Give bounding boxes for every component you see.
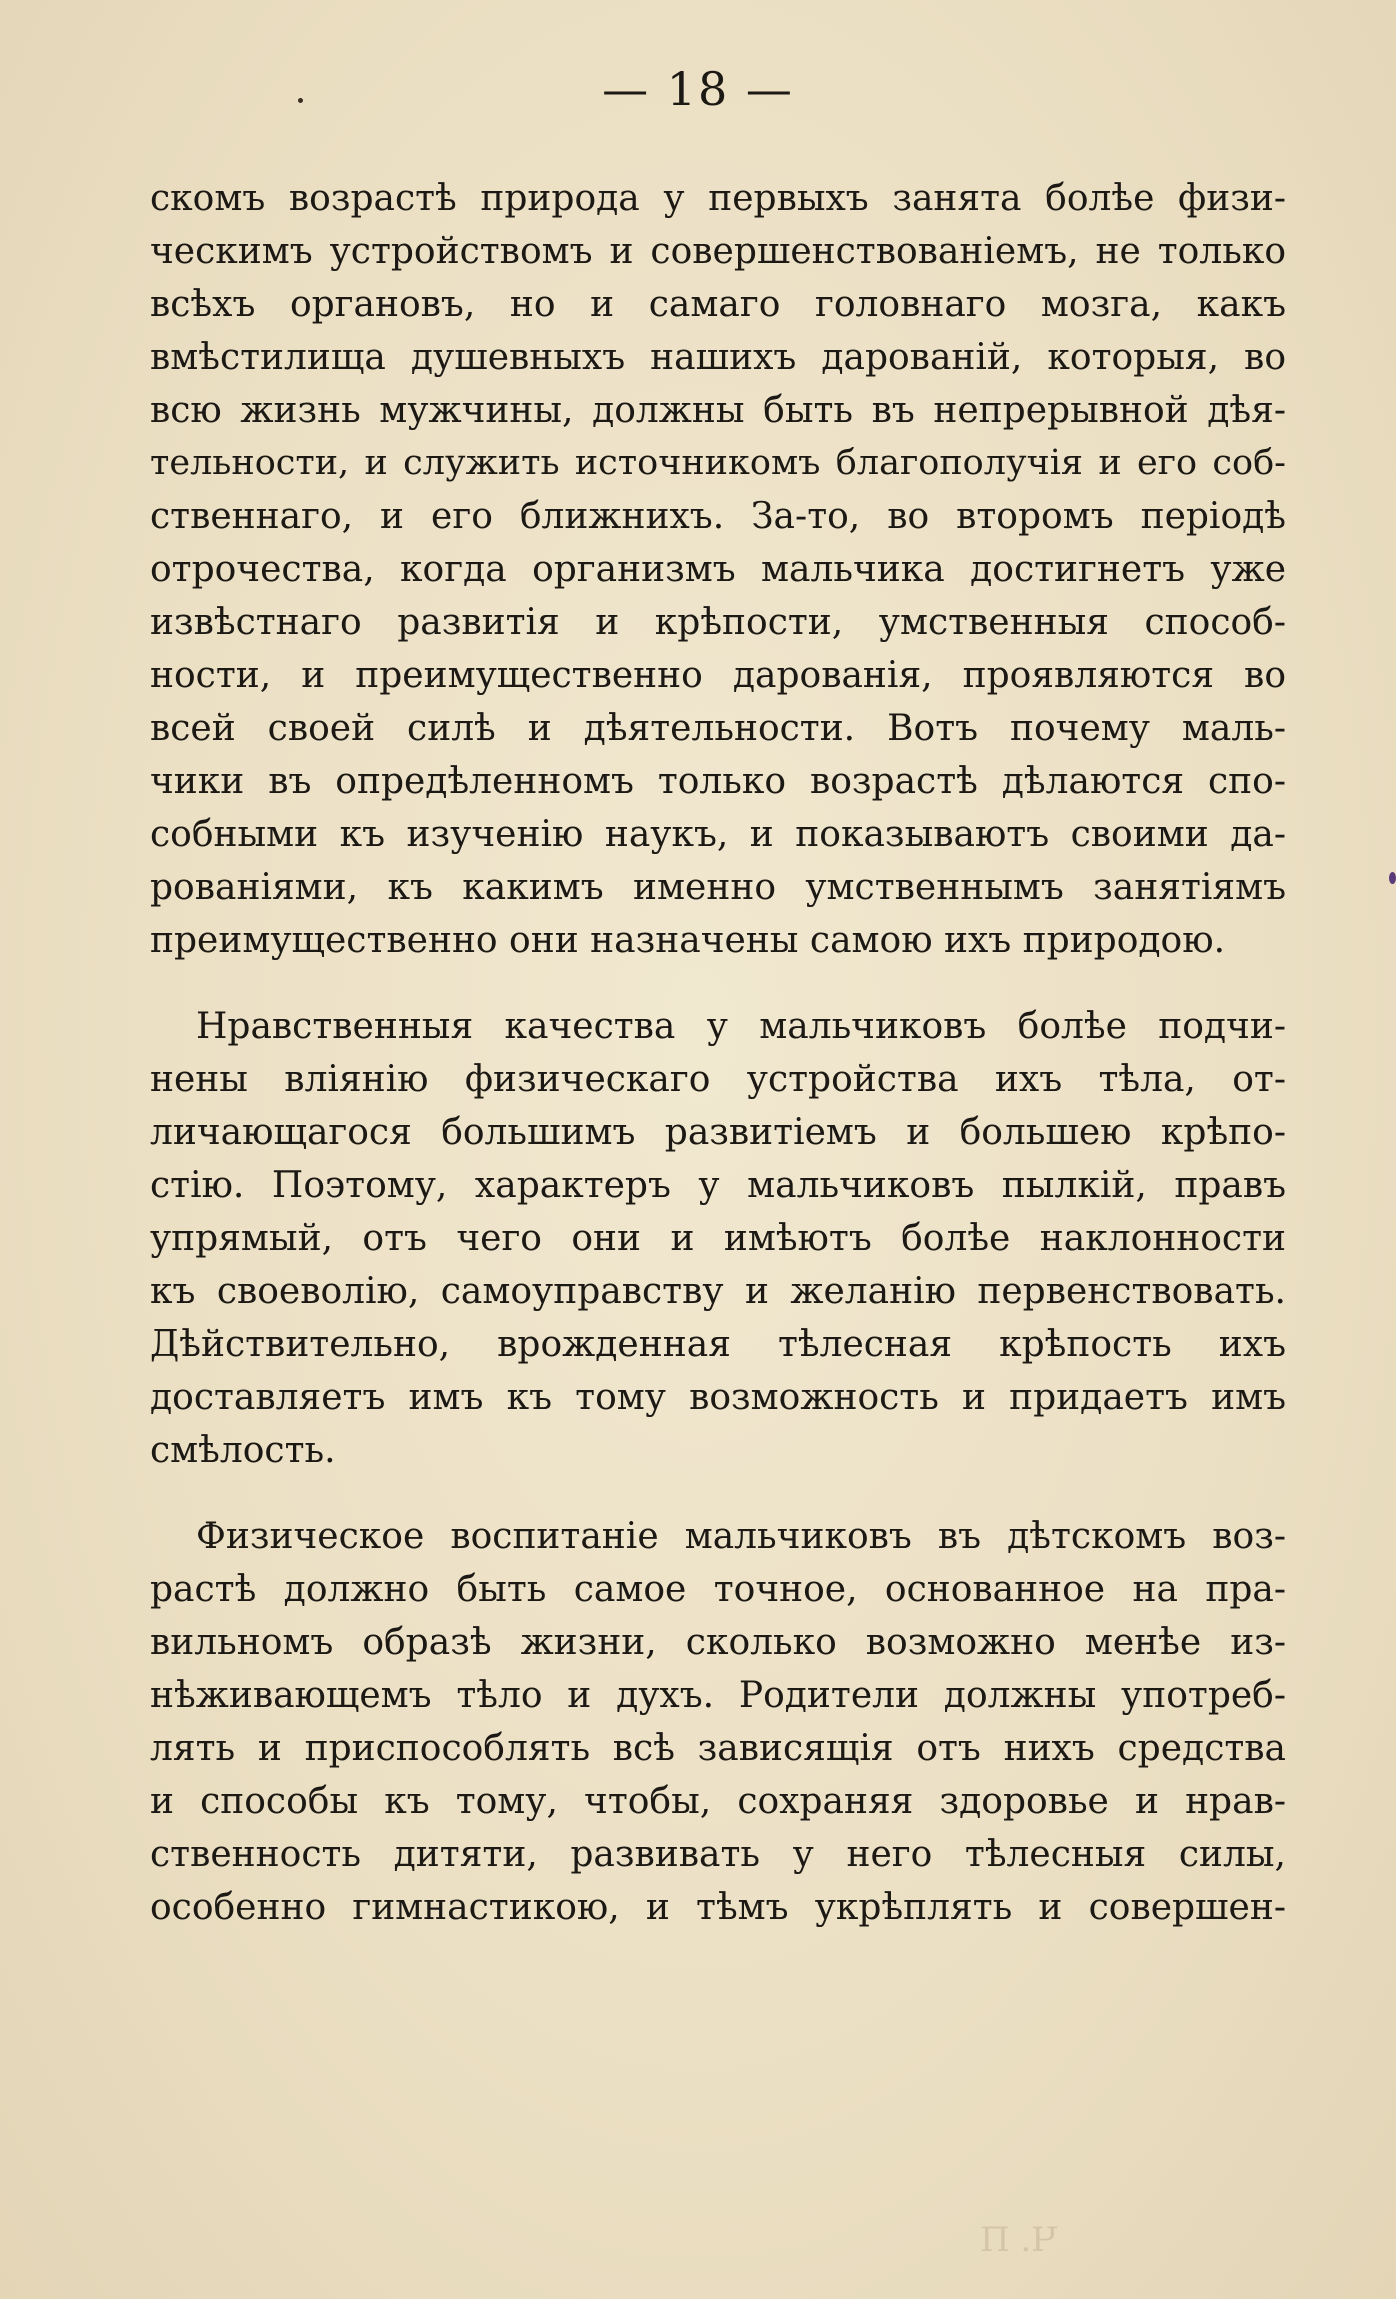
- text-line: ческимъ устройствомъ и совершенствованіемъ, не только: [150, 231, 1286, 272]
- text-line: Дѣйствительно, врожденная тѣлесная крѣпость ихъ: [150, 1324, 1286, 1365]
- paragraph-2: [150, 1000, 1286, 1477]
- bleed-through-mark: Ч. П: [980, 2220, 1058, 2260]
- text-line: Нравственныя качества у мальчиковъ болѣе подчи-: [196, 1006, 1286, 1047]
- text-line: ности, и преимущественно дарованія, проявляются во: [150, 655, 1286, 696]
- text-line: скомъ возрастѣ природа у первыхъ занята болѣе физи-: [150, 178, 1286, 219]
- text-line: всѣхъ органовъ, но и самаго головнаго мозга, какъ: [150, 284, 1286, 325]
- text-line: вмѣстилища душевныхъ нашихъ дарованій, которыя, во: [150, 337, 1286, 378]
- text-line: ственность дитяти, развивать у него тѣлесныя силы,: [150, 1834, 1286, 1875]
- text-line: рованіями, къ какимъ именно умственнымъ занятіямъ: [150, 867, 1286, 908]
- text-line: къ своеволію, самоуправству и желанію первенствовать.: [150, 1271, 1286, 1312]
- text-line: личающагося большимъ развитіемъ и большею крѣпо-: [150, 1112, 1286, 1153]
- paragraph-3: [150, 1510, 1286, 1934]
- text-line: особенно гимнастикою, и тѣмъ укрѣплять и совершен-: [150, 1887, 1286, 1928]
- text-line: доставляетъ имъ къ тому возможность и придаетъ имъ: [150, 1377, 1286, 1418]
- text-line: смѣлость.: [150, 1430, 336, 1471]
- ink-stain: [1389, 872, 1396, 884]
- text-line: растѣ должно быть самое точное, основанное на пра-: [150, 1569, 1286, 1610]
- text-line: чики въ опредѣленномъ только возрастѣ дѣлаются спо-: [150, 761, 1286, 802]
- paragraph-1: [150, 172, 1286, 967]
- paragraph-gap: [150, 1477, 1286, 1510]
- text-line: преимущественно они назначены самою ихъ природою.: [150, 920, 1226, 961]
- body-text: [150, 172, 1286, 1934]
- text-line: и способы къ тому, чтобы, сохраняя здоровье и нрав-: [150, 1781, 1286, 1822]
- text-line: вильномъ образѣ жизни, сколько возможно менѣе из-: [150, 1622, 1286, 1663]
- text-line: нены вліянію физическаго устройства ихъ тѣла, от-: [150, 1059, 1286, 1100]
- text-line: отрочества, когда организмъ мальчика достигнетъ уже: [150, 549, 1286, 590]
- text-line: всей своей силѣ и дѣятельности. Вотъ почему маль-: [150, 708, 1286, 749]
- text-line: стію. Поэтому, характеръ у мальчиковъ пылкій, правъ: [150, 1165, 1286, 1206]
- text-line: тельности, и служить источникомъ благополучія и его соб-: [150, 443, 1286, 483]
- text-line: лять и приспособлять всѣ зависящія отъ нихъ средства: [150, 1728, 1286, 1769]
- text-line: всю жизнь мужчины, должны быть въ непрерывной дѣя-: [150, 390, 1286, 431]
- paragraph-gap: [150, 967, 1286, 1000]
- text-line: собными къ изученію наукъ, и показываютъ своими да-: [150, 814, 1286, 855]
- text-line: Физическое воспитаніе мальчиковъ въ дѣтскомъ воз-: [196, 1516, 1286, 1557]
- page-number: — 18 —: [602, 62, 794, 116]
- text-line: ственнаго, и его ближнихъ. За-то, во второмъ періодѣ: [150, 496, 1286, 537]
- text-line: извѣстнаго развитія и крѣпости, умственныя способ-: [150, 602, 1286, 643]
- text-line: нѣживающемъ тѣло и духъ. Родители должны употреб-: [150, 1675, 1286, 1716]
- text-line: упрямый, отъ чего они и имѣютъ болѣе наклонности: [150, 1218, 1286, 1259]
